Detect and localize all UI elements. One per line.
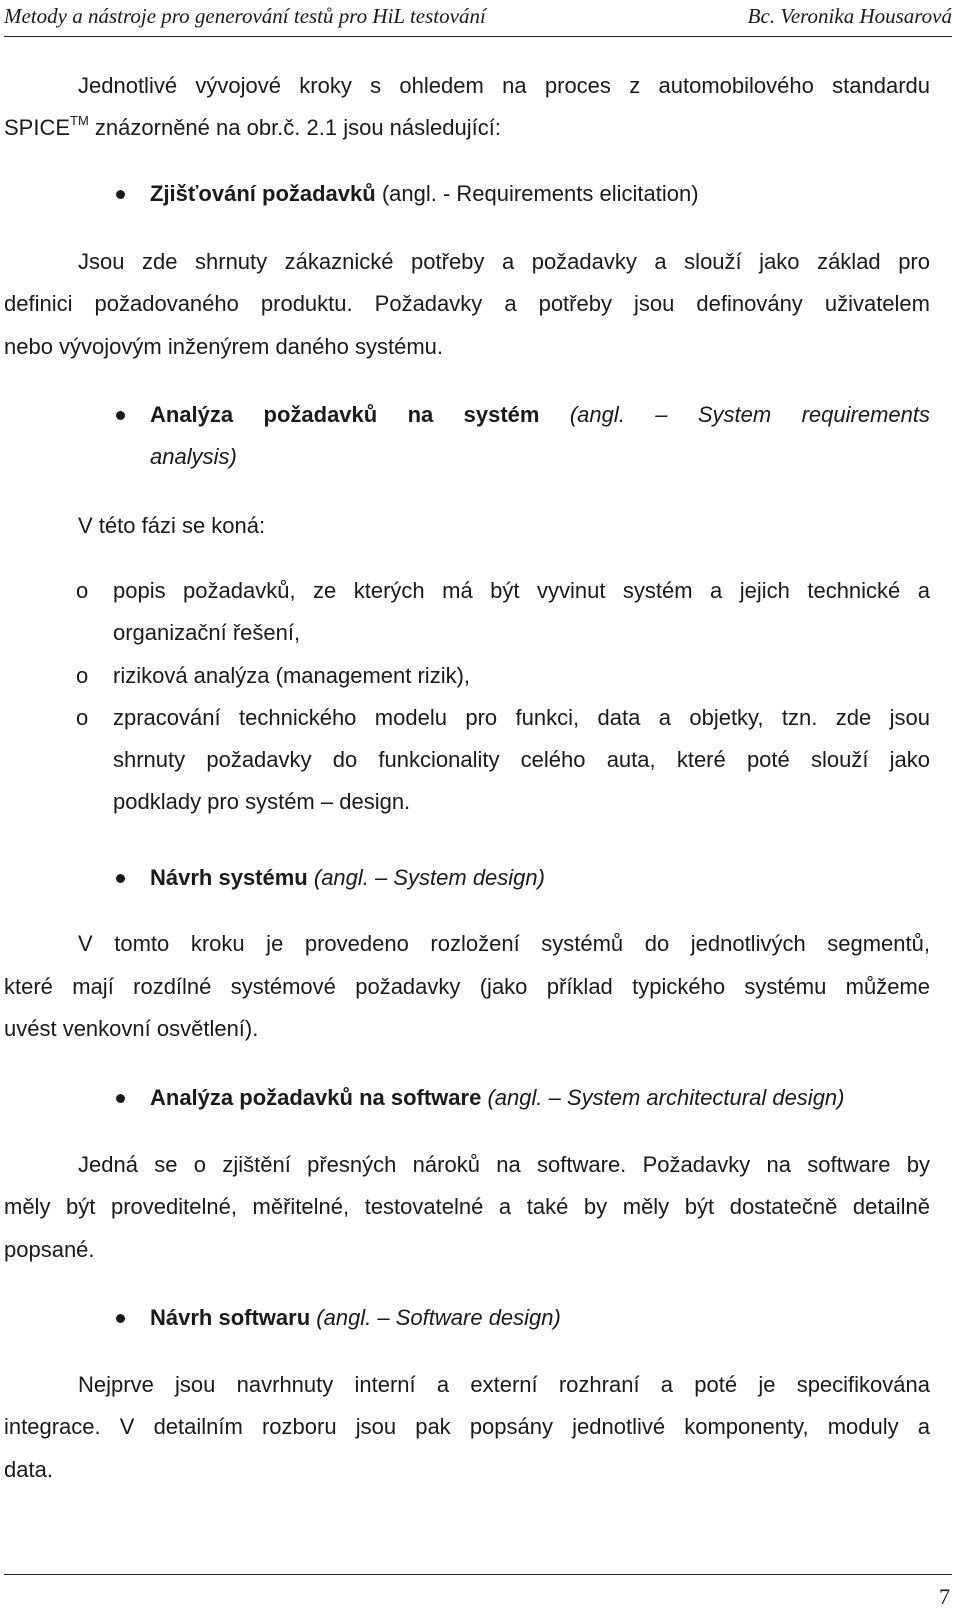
list-item-2-line-1: riziková analýza (management rizik), xyxy=(113,663,471,688)
intro-line-1: Jednotlivé vývojové kroky s ohledem na proces z automobilového standardu xyxy=(78,73,930,98)
bullet-icon xyxy=(116,411,125,420)
section-2-heading-bold: Analýza požadavků na systém xyxy=(150,402,540,427)
section-4-heading-bold: Analýza požadavků na software xyxy=(150,1085,482,1110)
section-3-line-3: uvést venkovní osvětlení). xyxy=(4,1016,259,1041)
section-1-line-1: Jsou zde shrnuty zákaznické potřeby a požadavky a slouží jako základ pro xyxy=(78,249,930,274)
section-2-heading xyxy=(150,401,930,429)
section-3-line-1: V tomto kroku je provedeno rozložení systémů do jednotlivých segmentů, xyxy=(78,931,930,956)
section-3-heading-rest: (angl. – System design) xyxy=(307,865,545,890)
page-number: 7 xyxy=(939,1584,950,1609)
section-1-heading-bold: Zjišťování požadavků xyxy=(150,181,376,206)
list-item-3-line-1: zpracování technického modelu pro funkci, data a objetky, tzn. zde jsou xyxy=(113,705,930,730)
section-1-line-3: nebo vývojovým inženýrem daného systému. xyxy=(4,334,443,359)
section-5-heading-bold: Návrh softwaru xyxy=(150,1305,311,1330)
section-4-line-3: popsané. xyxy=(4,1237,95,1262)
footer-rule xyxy=(4,1574,952,1575)
section-1-heading xyxy=(150,180,699,208)
section-5-heading-rest: (angl. – Software design) xyxy=(310,1305,561,1330)
section-4-line-2: měly být proveditelné, měřitelné, testovatelné a také by měly být dostatečně detailně xyxy=(4,1194,930,1219)
circle-bullet-icon: o xyxy=(76,705,89,730)
section-5-line-2: integrace. V detailním rozboru jsou pak popsány jednotlivé komponenty, moduly a xyxy=(4,1414,930,1439)
section-5-heading xyxy=(150,1304,561,1332)
section-5-line-3: data. xyxy=(4,1457,53,1482)
header-title: Metody a nástroje pro generování testů pro HiL testování xyxy=(4,4,486,28)
bullet-icon xyxy=(116,1094,125,1103)
circle-bullet-icon: o xyxy=(76,663,89,688)
list-item-1-line-2: organizační řešení, xyxy=(113,620,301,645)
section-3-line-2: které mají rozdílné systémové požadavky (jako příklad typického systému můžeme xyxy=(4,974,930,999)
spice-text: SPICE xyxy=(4,115,71,140)
section-3-heading-bold: Návrh systému xyxy=(150,865,308,890)
section-2-intro: V této fázi se koná: xyxy=(78,513,266,538)
section-1-heading-rest: (angl. - Requirements elicitation) xyxy=(375,181,699,206)
section-4-heading xyxy=(150,1084,845,1112)
running-header xyxy=(0,0,952,40)
header-author: Bc. Veronika Housarová xyxy=(747,4,952,28)
trademark-sup: TM xyxy=(70,112,89,128)
section-3-heading xyxy=(150,864,545,892)
section-4-heading-rest: (angl. – System architectural design) xyxy=(481,1085,845,1110)
header-rule xyxy=(4,36,952,37)
bullet-icon xyxy=(116,190,125,199)
list-item-3-line-3: podklady pro systém – design. xyxy=(113,789,411,814)
section-1-line-2: definici požadovaného produktu. Požadavky a potřeby jsou definovány uživatelem xyxy=(4,291,930,316)
intro-line-2 xyxy=(4,114,501,142)
circle-bullet-icon: o xyxy=(76,578,89,603)
section-5-line-1: Nejprve jsou navrhnuty interní a externí rozhraní a poté je specifikována xyxy=(78,1372,930,1397)
section-2-heading-line-2: analysis) xyxy=(150,444,237,469)
section-2-heading-rest: (angl. – System requirements xyxy=(539,402,930,427)
section-4-line-1: Jedná se o zjištění přesných nároků na software. Požadavky na software by xyxy=(78,1152,930,1177)
intro-line-2-rest: znázorněné na obr.č. 2.1 jsou následující: xyxy=(88,115,501,140)
list-item-3-line-2: shrnuty požadavky do funkcionality celého auta, které poté slouží jako xyxy=(113,747,930,772)
bullet-icon xyxy=(116,1314,125,1323)
bullet-icon xyxy=(116,874,125,883)
list-item-1-line-1: popis požadavků, ze kterých má být vyvinut systém a jejich technické a xyxy=(113,578,930,603)
